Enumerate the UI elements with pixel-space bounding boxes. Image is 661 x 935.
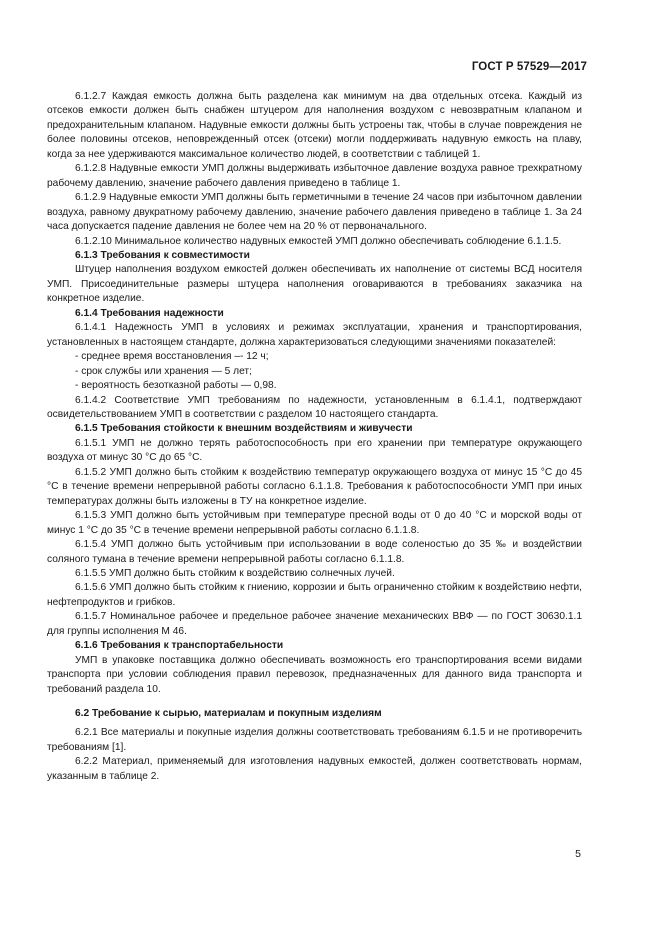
- paragraph-6-2-1: 6.2.1 Все материалы и покупные изделия должны соответствовать требованиям 6.1.5 и не противоречить требованиям [1].: [47, 727, 582, 753]
- paragraph-6-1-5-4: 6.1.5.4 УМП должно быть устойчивым при использовании в воде соленостью до 35 ‰ и воздействии соляного тумана в течение времени непрерывной работы согласно 6.1.1.8.: [47, 539, 582, 565]
- heading-6-1-3: 6.1.3 Требования к совместимости: [75, 249, 250, 261]
- paragraph-6-1-4-1: 6.1.4.1 Надежность УМП в условиях и режимах эксплуатации, хранения и транспортирования, установленных в настоящем стандарте, должна характеризоваться следующими значениями показателей:: [47, 322, 582, 348]
- paragraph-compatibility: Штуцер наполнения воздухом емкостей должен обеспечивать их наполнение от системы ВСД носителя УМП. Присоединительные размеры штуцера наполнения оговариваются в требованиях заказчика на конкретное изделие.: [47, 264, 582, 305]
- paragraph-6-1-5-5: 6.1.5.5 УМП должно быть стойким к воздействию солнечных лучей.: [75, 567, 395, 579]
- heading-6-2: 6.2 Требование к сырью, материалам и покупным изделиям: [75, 708, 382, 720]
- standard-header: ГОСТ Р 57529—2017: [471, 61, 587, 73]
- paragraph-6-1-5-6: 6.1.5.6 УМП должно быть стойким к гниению, коррозии и быть ограниченно стойким к воздействию нефти, нефтепродуктов и грибков.: [47, 582, 582, 608]
- paragraph-transportability: УМП в упаковке поставщика должно обеспечивать возможность его транспортирования всеми видами транспорта при условии соблюдения правил перевозок, предназначенных для данного вида транспорта и требований раздела 10.: [47, 654, 582, 695]
- paragraph-6-1-2-7: 6.1.2.7 Каждая емкость должна быть разделена как минимум на два отдельных отсека. Каждый из отсеков емкости должен быть снабжен штуцером для наполнения воздухом с невозвратным клапаном и предохранительным клапаном. Надувные емкости должны быть устроены так, чтобы в случае повреждения не более половины отсеков, неповрежденный отсек (отсеки) могли поддерживать надувную емкость на плаву, когда за нее удерживаются максимальное количество людей, в соответствии с таблицей 1.: [47, 91, 582, 160]
- document-body: [47, 90, 582, 784]
- heading-6-1-4: 6.1.4 Требования надежности: [75, 307, 224, 319]
- paragraph-6-2-2: 6.2.2 Материал, применяемый для изготовления надувных емкостей, должен соответствовать нормам, указанным в таблице 2.: [47, 756, 582, 782]
- paragraph-6-1-2-9: 6.1.2.9 Надувные емкости УМП должны быть герметичными в течение 24 часов при избыточном давлении воздуха, равному двукратному рабочему давлению, значение рабочего давления приведено в таблице 1. За 24 часа допускается падение давления не более чем на 20 % от первоначального.: [47, 192, 582, 233]
- paragraph-6-1-5-7: 6.1.5.7 Номинальное рабочее и предельное рабочее значение механических ВВФ — по ГОСТ 30630.1.1 для группы исполнения М 46.: [47, 611, 582, 637]
- heading-6-1-6: 6.1.6 Требования к транспортабельности: [75, 640, 284, 652]
- heading-6-1-5: 6.1.5 Требования стойкости к внешним воздействиям и живучести: [75, 423, 413, 435]
- paragraph-6-1-5-2: 6.1.5.2 УМП должно быть стойким к воздействию температур окружающего воздуха от минус 15 °С до 45 °С в течение времени непрерывной работы согласно 6.1.1.8. Требования к работоспособности УМП при иных температурах должны быть изложены в ТУ на конкретное изделие.: [47, 466, 582, 507]
- paragraph-6-1-2-10: 6.1.2.10 Минимальное количество надувных емкостей УМП должно обеспечивать соблюдение 6.1.1.5.: [75, 235, 562, 247]
- list-item: - вероятность безотказной работы — 0,98.: [75, 380, 277, 392]
- paragraph-6-1-5-1: 6.1.5.1 УМП не должно терять работоспособность при его хранении при температуре окружающего воздуха от минус 30 °С до 65 °С.: [47, 437, 582, 464]
- paragraph-6-1-2-8: 6.1.2.8 Надувные емкости УМП должны выдерживать избыточное давление воздуха равное трехкратному рабочему давлению, значение рабочего давления приведено в таблице 1.: [47, 163, 582, 189]
- paragraph-6-1-5-3: 6.1.5.3 УМП должно быть устойчивым при температуре пресной воды от 0 до 40 °С и морской воды от минус 1 °С до 35 °С в течение времени непрерывной работы согласно 6.1.1.8.: [47, 510, 582, 536]
- list-item: - среднее время восстановления –- 12 ч;: [75, 351, 269, 363]
- page-number: 5: [575, 848, 581, 860]
- paragraph-6-1-4-2: 6.1.4.2 Соответствие УМП требованиям по надежности, установленным в 6.1.4.1, подтверждают освидетельствованием УМП в соответствии с разделом 10 настоящего стандарта.: [47, 394, 582, 420]
- list-item: - срок службы или хранения — 5 лет;: [75, 365, 252, 377]
